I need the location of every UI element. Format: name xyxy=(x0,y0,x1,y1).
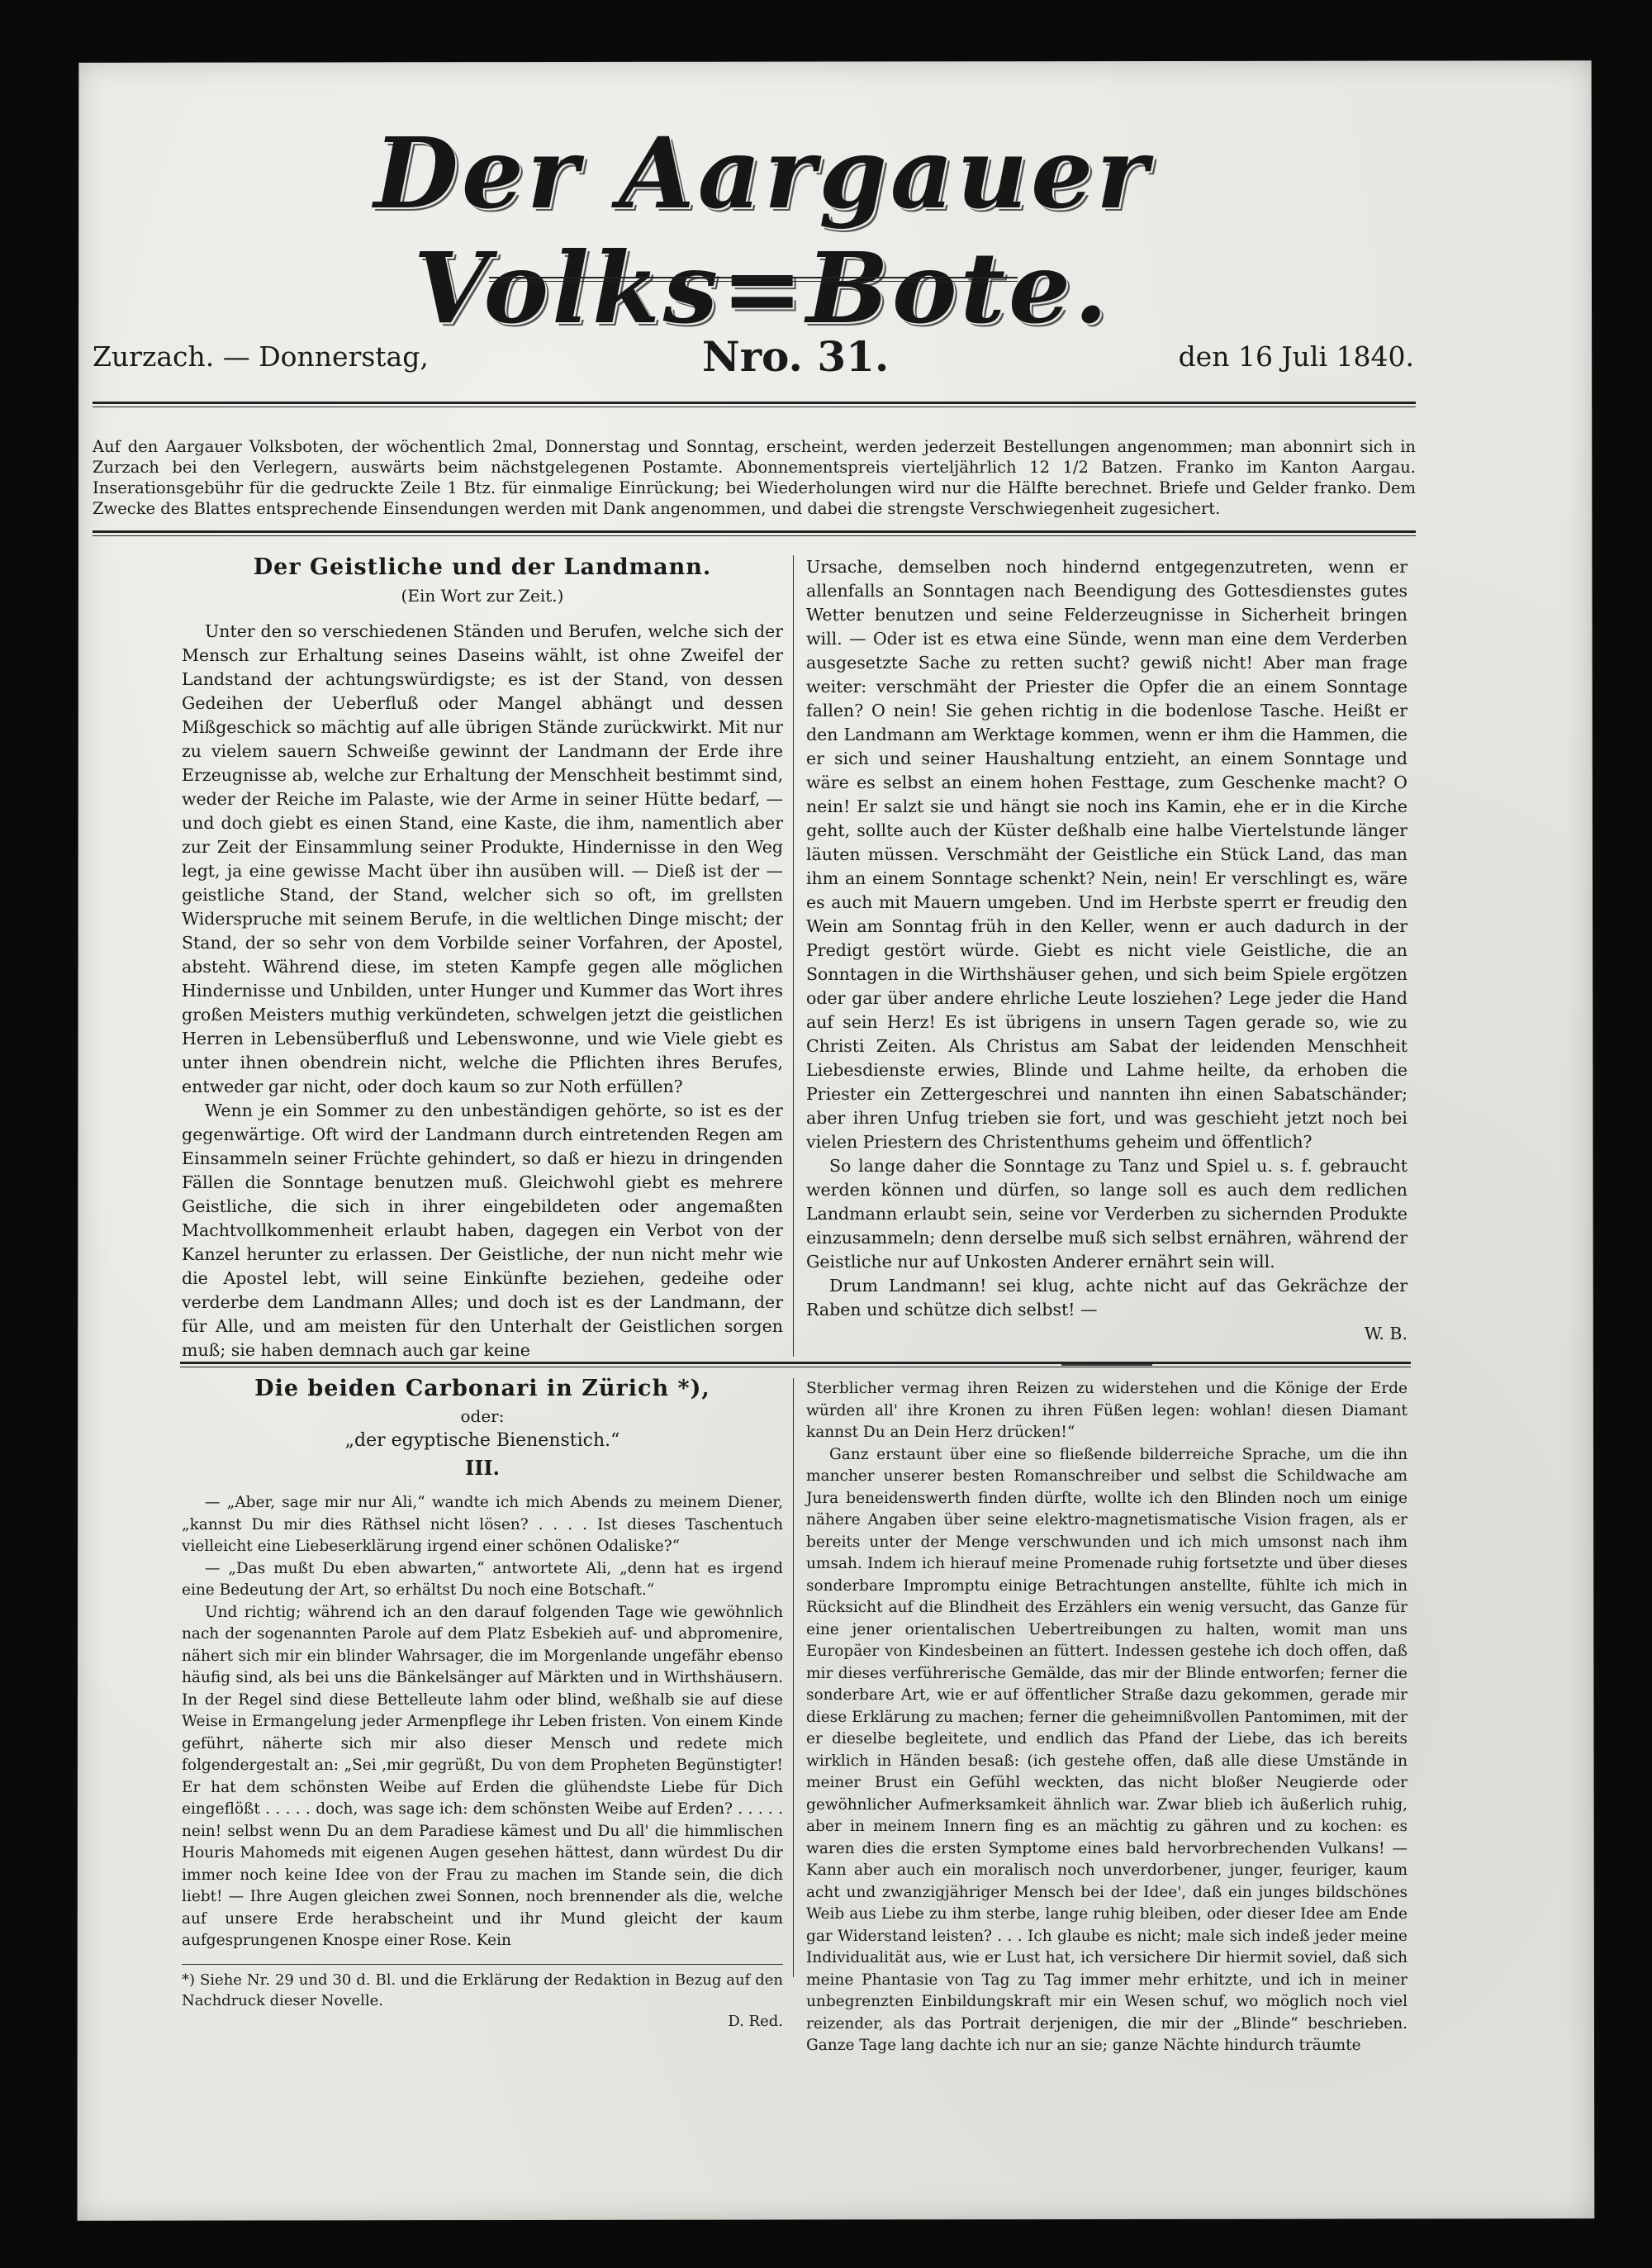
article1-subtitle: (Ein Wort zur Zeit.) xyxy=(401,586,564,606)
article2-paragraph: Ganz erstaunt über eine so fließende bilderreiche Sprache, um die ihn mancher unserer besten Romanschreiber und selbst die Schildwache am Jura beneidenswerth finden dürfte, wollte ich den Blinden noch um einige nähere Angaben über seine elektro-magnetismatische Vision fragen, als er bereits unter der Menge verschwunden und ich mich umsonst nach ihm umsah. Indem ich hierauf meine Promenade ruhig fortsetzte und über dieses sonderbare Impromptu einige Betrachtungen anstellte, fühlte ich mich in Rücksicht auf die Blindheit des Erzählers ein wenig versucht, das Ganze für eine jener orientalischen Uebertreibungen zu halten, womit man uns Europäer von Kindesbeinen an füttert. Indessen gestehe ich doch offen, daß mir dieses verführerische Gemälde, das mir der Blinde entworfen; ferner die sonderbare Art, wie er auf öffentlicher Straße dazu gekommen, gerade mir diese Erklärung zu machen; ferner die geheimnißvollen Pantomimen, mit der er dieselbe begleitete, und endlich das Pfand der Liebe, das ich bereits wirklich in Händen besaß: (ich gestehe offen, daß alle diese Umstände in meiner Brust ein Gefühl weckten, das nicht bloßer Neugierde oder gewöhnlicher Aufmerksamkeit ähnlich war. Zwar blieb ich äußerlich ruhig, aber in meinem Innern fing es an mächtig zu gähren und zu kochen: es waren dies die ersten Symptome eines bald hervorbrechenden Vulkans! — Kann aber auch ein moralisch noch unverdorbener, junger, feuriger, kaum acht und zwanzigjähriger Mensch bei der Idee', daß ein junges bildschönes Weib aus Liebe zu ihm sterbe, lange ruhig bleiben, oder dieser Idee am Ende gar Widerstand leisten? . . . Ich glaube es nicht; male sich indeß jeder meine Individualität aus, wie er Lust hat, ich versichere Dir hiermit soviel, daß sich meine Phantasie von Tag zu Tag immer mehr erhitzte, und ich in meiner unbegrenzten Einbildungskraft mir ein Wesen schuf, wo möglich noch viel reizender, als das Portrait derjenigen, die mir der „Blinde“ beschrieben. Ganze Tage lang dachte ich nur an sie; ganze Nächte hindurch träumte xyxy=(806,1445,1408,2054)
issue-number: Nro. 31. xyxy=(702,332,890,381)
footnote-text: *) Siehe Nr. 29 und 30 d. Bl. und die Erklärung der Redaktion in Bezug auf den Nachdruck dieser Novelle. xyxy=(182,1971,783,2009)
article1-title: Der Geistliche und der Landmann. xyxy=(253,554,712,580)
dateline-rule xyxy=(93,402,1416,407)
article2-part: III. xyxy=(464,1455,501,1480)
notice-rule xyxy=(93,530,1416,536)
article2-paragraph: Und richtig; während ich an den darauf folgenden Tage wie gewöhnlich nach der sogenannten Parole auf dem Platz Esbekieh auf- und abpromenire, nähert sich mir ein blinder Wahrsager, die im Morgenlande ungefähr ebenso häufig sind, als bei uns die Bänkelsänger auf Märkten und in Wirthshäusern. In der Regel sind diese Bettelleute lahm oder blind, weßhalb sie auf diese Weise in Ermangelung jeder Armenpflege ihr Leben fristen. Von einem Kinde geführt, näherte sich mir also dieser Mensch und redete mich folgendergestalt an: „Sei ,mir gegrüßt, Du von dem Propheten Begünstigter! Er hat dem schönsten Weibe auf Erden die glühendste Liebe für Dich eingeflößt . . . . . doch, was sage ich: dem schönsten Weibe auf Erden? . . . . . nein! selbst wenn Du an dem Paradiese kämest und Du all' die himmlischen Houris Mahomeds mit eigenen Augen gesehen hättest, dann würdest Du dir immer noch keine Idee von der Frau zu machen im Stande sein, die dich liebt! — Ihre Augen gleichen zwei Sonnen, noch brennender als die, welche auf unsere Erde herabscheint und ihr Mund gleicht der kaum aufgesprungenen Knospe einer Rose. Kein xyxy=(182,1603,783,1949)
article2-column-left xyxy=(182,1378,783,2032)
masthead-title: Der Aargauer Volks=Bote. xyxy=(373,116,1151,345)
article2-paragraph: — „Das mußt Du eben abwarten,“ antwortete Ali, „denn hat es irgend eine Bedeutung der Art, so erhältst Du noch eine Botschaft.“ xyxy=(182,1559,783,1599)
column-divider xyxy=(793,555,794,1357)
article1-paragraph: Drum Landmann! sei klug, achte nicht auf das Gekrächze der Raben und schütze dich selbst! — xyxy=(806,1276,1408,1319)
article2-paragraph: Sterblicher vermag ihren Reizen zu widerstehen und die Könige der Erde würden all' ihre Kronen zu ihren Füßen legen: wohlan! diesen Diamant kannst Du an Dein Herz drücken!“ xyxy=(806,1380,1408,1441)
subscription-notice: Auf den Aargauer Volksboten, der wöchentlich 2mal, Donnerstag und Sonntag, erscheint, werden jederzeit Bestellungen angenommen; man abonnirt sich in Zurzach bei den Verlegern, auswärts beim nächstgelegenen Postamte. Abonnementspreis vierteljährlich 12 1/2 Batzen. Franko im Kanton Aargau. Inserationsgebühr für die gedruckte Zeile 1 Btz. für einmalige Einrückung; bei Wiederholungen wird nur die Hälfte berechnet. Briefe und Gelder franko. Dem Zwecke des Blattes entsprechende Einsendungen werden mit Dank angenommen, und dabei die strengste Verschwiegenheit zugesichert. xyxy=(93,437,1416,518)
issue-date: den 16 Juli 1840. xyxy=(1178,340,1414,373)
article1-signature: W. B. xyxy=(1364,1324,1408,1343)
masthead-rule xyxy=(489,277,1018,282)
article1-paragraph: Wenn je ein Sommer zu den unbeständigen gehörte, so ist es der gegenwärtige. Oft wird der Landmann durch eintretenden Regen am Einsammeln seiner Früchte gehindert, so daß er hiezu in dringenden Fällen die Sonntage benutzen muß. Gleichwohl giebt es mehrere Geistliche, die sich in ihrer eingebildeten oder angemaßten Machtvollkommenheit erlaubt haben, dagegen ein Verbot von der Kanzel herunter zu erlassen. Der Geistliche, der nun nicht mehr wie die Apostel lebt, will seine Einkünfte beziehen, gedeihe oder verderbe dem Landmann Alles; und doch ist es der Landmann, der für Alle, und am meisten für den Unterhalt der Geistlichen sorgen muß; sie haben demnach auch gar keine xyxy=(182,1101,783,1360)
column-divider xyxy=(793,1378,794,1977)
article2-column-right xyxy=(806,1378,1408,2057)
article-separator-rule xyxy=(180,1362,1411,1367)
article2-oder: oder: xyxy=(460,1405,505,1426)
article1-paragraph: Ursache, demselben noch hindernd entgegenzutreten, wenn er allenfalls an Sonntagen nach Beendigung des Gottesdienstes gutes Wetter benutzen und seine Felderzeugnisse in Sicherheit bringen will. — Oder ist es etwa eine Sünde, wenn man eine dem Verderben ausgesetzte Sache zu retten sucht? gewiß nicht! Aber man frage weiter: verschmäht der Priester die Opfer die an einem Sonntage fallen? O nein! Sie gehen richtig in die bodenlose Tasche. Heißt er den Landmann am Werktage kommen, wenn er ihm die Hammen, die er sich und seiner Haushaltung entzieht, an einem Sonntage und wäre es selbst an einem hohen Festtage, zum Geschenke macht? O nein! Er salzt sie und hängt sie noch ins Kamin, ehe er in die Kirche geht, sollte auch der Küster deßhalb eine halbe Viertelstunde länger läuten müssen. Verschmäht der Geistliche ein Stück Land, das man ihm an einem Sonntage schenkt? Nein, nein! Er verschlingt es, wäre es auch mit Mauern umgeben. Und im Herbste sperrt er freudig den Wein am Sonntag früh in den Keller, wenn er auch dadurch in der Predigt gestört würde. Giebt es nicht viele Geistliche, die an Sonntagen in die Wirthshäuser gehen, und sich beim Spiele ergötzen oder gar über andere ehrliche Leute losziehen? Lege jeder die Hand auf sein Herz! Es ist übrigens in unsern Tagen gerade so, wie zu Christi Zeiten. Als Christus am Sabat der leidenden Menschheit Liebesdienste erwies, Blinde und Lahme heilte, da erhoben die Priester ein Zettergeschrei und nannten ihn einen Sabatschänder; aber ihren Unfug trieben sie fort, und was geschieht jetzt noch bei vielen Priestern des Christenthums geheim und öffentlich? xyxy=(806,557,1408,1152)
article1-column-right xyxy=(806,555,1408,1366)
footnote-signature: D. Red. xyxy=(728,2012,783,2030)
article1-paragraph: Unter den so verschiedenen Ständen und Berufen, welche sich der Mensch zur Erhaltung seines Daseins wählt, ist ohne Zweifel der Landstand der achtungswürdigste; es ist der Stand, von dessen Gedeihen der Ueberfluß oder Mangel abhängt und dessen Mißgeschick so mächtig auf alle übrigen Stände zurückwirkt. Mit nur zu vielem sauern Schweiße gewinnt der Landmann der Erde ihre Erzeugnisse ab, welche zur Erhaltung der Menschheit bestimmt sind, weder der Reiche im Palaste, wie der Arme in seiner Hütte bedarf, — und doch giebt es einen Stand, eine Kaste, die ihm, namentlich aber zur Zeit der Einsammlung seiner Produkte, Hindernisse in den Weg legt, ja eine gewisse Macht über ihn ausüben will. — Dieß ist der — geistliche Stand, der Stand, welcher sich so oft, im grellsten Widerspruche mit seinem Berufe, in die weltlichen Dinge mischt; der Stand, der so sehr von dem Vorbilde seiner Vorfahren, der Apostel, absteht. Während diese, im steten Kampfe gegen alle möglichen Hindernisse und Unbilden, unter Hunger und Kummer das Wort ihres großen Meisters muthig verkündeten, schwelgen jetzt die geistlichen Herren in Lebensüberfluß und Lebenswonne, und wie Viele giebt es unter ihnen obendrein nicht, welche die Pflichten ihres Berufes, entweder gar nicht, oder doch kaum so zur Noth erfüllen? xyxy=(182,621,783,1096)
dateline xyxy=(93,332,1414,390)
article1-column-left xyxy=(182,555,783,1362)
article2-subtitle: „der egyptische Bienenstich.“ xyxy=(344,1430,620,1451)
article1-paragraph: So lange daher die Sonntage zu Tanz und Spiel u. s. f. gebraucht werden können und dürfen, so lange soll es auch dem redlichen Landmann erlaubt sein, seine vor Verderben zu sichernden Produkte einzusammeln; denn derselbe muß sich selbst ernähren, während der Geistliche nur auf Unkosten Anderer ernährt sein will. xyxy=(806,1156,1408,1272)
article2-footnote xyxy=(182,1964,783,2032)
dateline-place-day: Zurzach. — Donnerstag, xyxy=(93,340,429,373)
article2-paragraph: — „Aber, sage mir nur Ali,“ wandte ich mich Abends zu meinem Diener, „kannst Du mir dies Räthsel nicht lösen? . . . . Ist dieses Taschentuch vielleicht eine Liebeserklärung irgend einer schönen Odaliske?“ xyxy=(182,1494,783,1555)
article2-title: Die beiden Carbonari in Zürich *), xyxy=(254,1376,710,1401)
